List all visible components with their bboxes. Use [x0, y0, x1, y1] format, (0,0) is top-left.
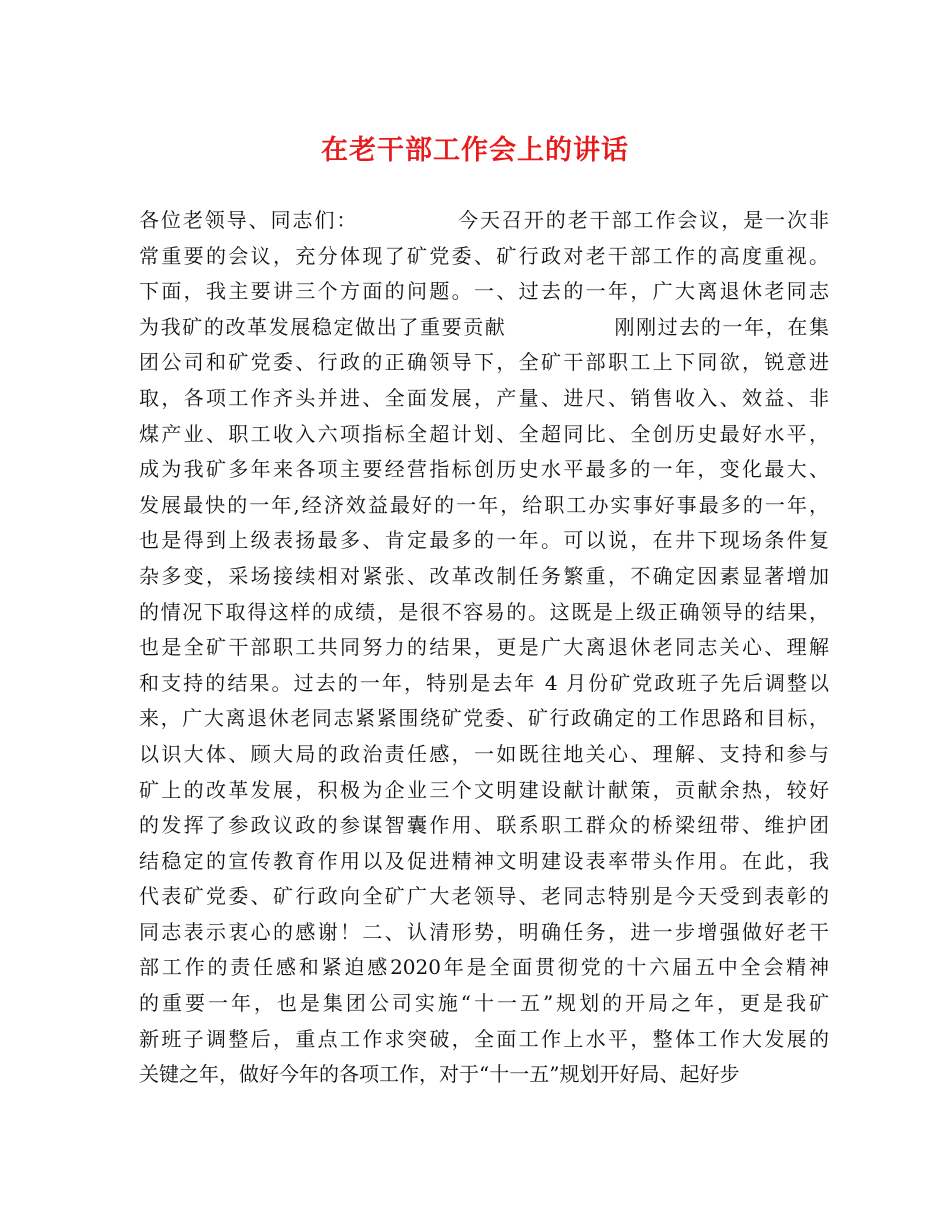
- body-line: 部工作的责任感和紧迫感2020年是全面贯彻党的十六届五中全会精神: [139, 955, 829, 980]
- body-line: 代表矿党委、矿行政向全矿广大老领导、老同志特别是今天受到表彰的: [139, 884, 829, 909]
- body-line: 发展最快的一年,经济效益最好的一年，给职工办实事好事最多的一年，: [139, 492, 829, 517]
- body-line: 和支持的结果。过去的一年，特别是去年 4 月份矿党政班子先后调整以: [139, 670, 829, 695]
- body-line: 的重要一年，也是集团公司实施“十一五”规划的开局之年，更是我矿: [139, 991, 829, 1016]
- body-line: 来，广大离退休老同志紧紧围绕矿党委、矿行政确定的工作思路和目标，: [139, 706, 829, 731]
- body-line: 新班子调整后，重点工作求突破，全面工作上水平，整体工作大发展的: [139, 1026, 829, 1051]
- body-line: 也是得到上级表扬最多、肯定最多的一年。可以说，在井下现场条件复: [139, 528, 829, 553]
- body-line: 取，各项工作齐头并进、全面发展，产量、进尺、销售收入、效益、非: [139, 385, 829, 410]
- body-line: 的发挥了参政议政的参谋智囊作用、联系职工群众的桥梁纽带、维护团: [139, 813, 829, 838]
- body-line: 也是全矿干部职工共同努力的结果，更是广大离退休老同志关心、理解: [139, 635, 829, 660]
- body-line: 的情况下取得这样的成绩，是很不容易的。这既是上级正确领导的结果，: [139, 599, 829, 624]
- body-line: 矿上的改革发展，积极为企业三个文明建设献计献策，贡献余热，较好: [139, 777, 829, 802]
- body-line: 各位老领导、同志们： 今天召开的老干部工作会议，是一次非: [139, 208, 829, 232]
- document-title: 在老干部工作会上的讲话: [321, 135, 629, 166]
- body-line: 关键之年，做好今年的各项工作，对于“十一五”规划开好局、起好步: [139, 1062, 740, 1087]
- body-line: 下面，我主要讲三个方面的问题。一、过去的一年，广大离退休老同志: [139, 279, 829, 304]
- body-line: 同志表示衷心的感谢！二、认清形势，明确任务，进一步增强做好老干: [139, 919, 829, 944]
- body-line: 团公司和矿党委、行政的正确领导下，全矿干部职工上下同欲，锐意进: [139, 350, 829, 375]
- body-line: 为我矿的改革发展稳定做出了重要贡献 刚刚过去的一年，在集: [139, 314, 829, 339]
- body-line: 结稳定的宣传教育作用以及促进精神文明建设表率带头作用。在此，我: [139, 848, 829, 873]
- body-line: 以识大体、顾大局的政治责任感，一如既往地关心、理解、支持和参与: [139, 741, 829, 766]
- body-line: 常重要的会议，充分体现了矿党委、矿行政对老干部工作的高度重视。: [139, 243, 829, 268]
- body-line: 成为我矿多年来各项主要经营指标创历史水平最多的一年，变化最大、: [139, 457, 829, 482]
- body-line: 杂多变，采场接续相对紧张、改革改制任务繁重，不确定因素显著增加: [139, 563, 829, 588]
- body-line: 煤产业、职工收入六项指标全超计划、全超同比、全创历史最好水平，: [139, 421, 829, 446]
- document-body: [139, 203, 829, 1093]
